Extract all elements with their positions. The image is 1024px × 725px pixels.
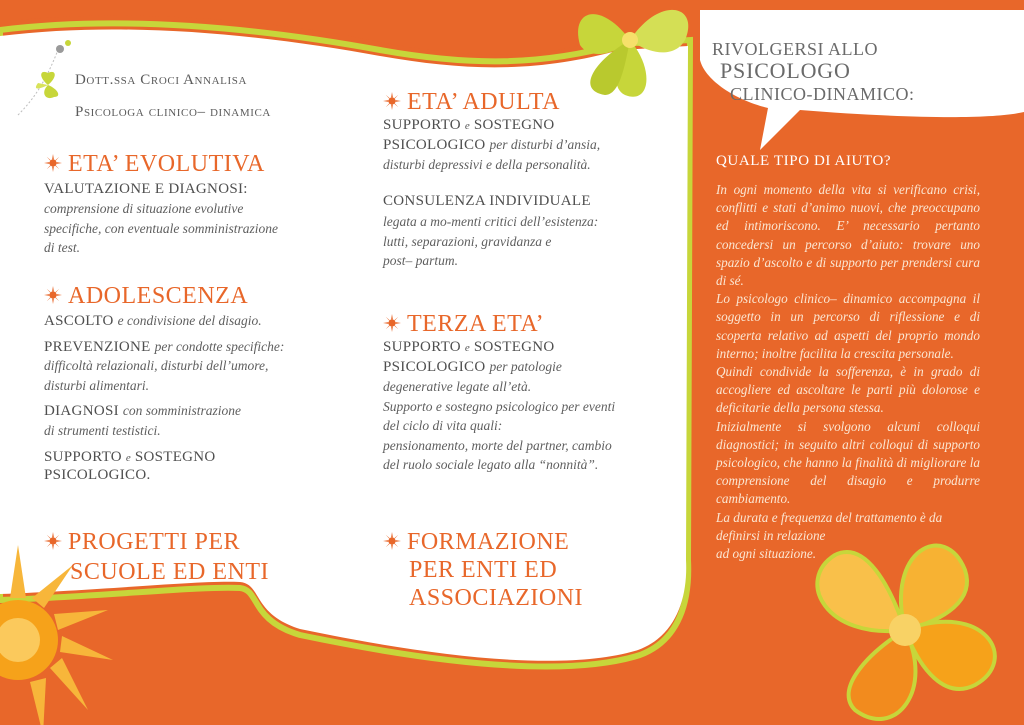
sostegno-label: SOSTEGNO bbox=[473, 117, 555, 133]
prevenzione-lines bbox=[44, 356, 344, 395]
sunburst-bullet-icon bbox=[383, 92, 401, 110]
psicologico-label: PSICOLOGICO. bbox=[44, 467, 151, 483]
text-line: del ciclo di vita quali: bbox=[383, 418, 503, 433]
section-eta-adulta bbox=[383, 88, 673, 175]
title-text: PROGETTI PER bbox=[68, 529, 241, 555]
text-line: La durata e frequenza del trattamento è da bbox=[716, 509, 943, 525]
text-line: per patologie bbox=[489, 359, 562, 374]
question-heading: QUALE TIPO DI AIUTO? bbox=[716, 153, 892, 169]
text-line: definirsi in relazione bbox=[716, 527, 826, 543]
text-line: per disturbi d’ansia, bbox=[489, 137, 601, 152]
title-text: ADOLESCENZA bbox=[68, 283, 249, 309]
text-line: ad ogni situazione. bbox=[716, 546, 817, 562]
bubble-line: PSICOLOGO bbox=[720, 58, 851, 83]
psicologico-line bbox=[383, 135, 673, 155]
ascolto-label: ASCOLTO bbox=[44, 313, 114, 329]
diagnosi-label: DIAGNOSI bbox=[44, 403, 119, 419]
section-consulenza bbox=[383, 193, 673, 271]
supporto-line bbox=[44, 448, 344, 467]
text-line: specifiche, con eventuale somministrazione bbox=[44, 220, 278, 236]
sostegno-label: SOSTEGNO bbox=[134, 449, 216, 465]
and-text: e bbox=[464, 120, 470, 132]
title-text: ETA’ EVOLUTIVA bbox=[68, 151, 265, 177]
section-progetti bbox=[44, 528, 364, 586]
prevenzione-line bbox=[44, 337, 344, 357]
doctor-role: Psicologa clinico– dinamica bbox=[75, 104, 271, 120]
section-title bbox=[44, 150, 344, 178]
diagnosi-text: con somministrazione bbox=[122, 403, 242, 418]
psicologico-label: PSICOLOGICO bbox=[383, 137, 486, 153]
prevenzione-label: PREVENZIONE bbox=[44, 338, 151, 355]
text-line: disturbi depressivi e della personalità. bbox=[383, 157, 591, 172]
consulenza-label: CONSULENZA INDIVIDUALE bbox=[383, 193, 591, 209]
ascolto-line bbox=[44, 311, 344, 331]
text-line: degenerative legate all’età. bbox=[383, 379, 532, 394]
section-eta-evolutiva bbox=[44, 150, 344, 258]
valutazione-label: VALUTAZIONE E DIAGNOSI: bbox=[44, 181, 248, 197]
diagnosi-line2: di strumenti testistici. bbox=[44, 422, 161, 438]
sunburst-bullet-icon bbox=[383, 314, 401, 332]
section-title bbox=[44, 282, 344, 310]
supporto-line bbox=[383, 116, 673, 135]
section-adolescenza bbox=[44, 282, 344, 484]
text-line: lutti, separazioni, gravidanza e bbox=[383, 233, 552, 249]
ascolto-text: e condivisione del disagio. bbox=[117, 313, 262, 328]
sostegno-label: SOSTEGNO bbox=[473, 339, 555, 355]
valutazione-text bbox=[44, 199, 344, 258]
supporto-label: SUPPORTO bbox=[383, 117, 461, 133]
closing-lines bbox=[716, 509, 980, 564]
sunburst-bullet-icon bbox=[44, 532, 62, 550]
sunburst-bullet-icon bbox=[383, 532, 401, 550]
section-title bbox=[383, 310, 673, 338]
section-terza-eta bbox=[383, 310, 673, 475]
prevenzione-text: per condotte specifiche: bbox=[154, 338, 285, 354]
sunburst-bullet-icon bbox=[44, 154, 62, 172]
text-line: disturbi alimentari. bbox=[44, 377, 150, 393]
bubble-text bbox=[712, 38, 1012, 106]
title-text: ETA’ ADULTA bbox=[407, 89, 560, 115]
psicologico-line bbox=[383, 357, 673, 377]
and-text: e bbox=[464, 342, 470, 354]
consulenza-text bbox=[383, 212, 673, 271]
paragraph: In ogni momento della vita si verificano crisi, conflitti e stati d’animo nuovi, che preoccupano ed intimoriscono. E’ necessario pertanto concedersi un percorso d’aiuto: trovare uno spazio d’ascolto e di supporto per prendersi cura di sé. bbox=[716, 182, 980, 289]
text-line: Supporto e sostegno psicologico per eventi bbox=[383, 398, 616, 414]
title-text-line2: SCUOLE ED ENTI bbox=[70, 559, 269, 585]
orange-flower-icon bbox=[817, 546, 994, 719]
and-text: e bbox=[125, 452, 131, 464]
sunburst-bullet-icon bbox=[44, 286, 62, 304]
supporto-line bbox=[383, 338, 673, 357]
doctor-name: Dott.ssa Croci Annalisa bbox=[75, 72, 248, 88]
paragraph: Lo psicologo clinico– dinamico accompagna il soggetto in un percorso di riflessione e di scoperta relativo ad aspetti del proprio mondo interno; inoltre facilita la crescita personale. bbox=[716, 291, 980, 361]
text-line: di test. bbox=[44, 240, 80, 255]
text-line: comprensione di situazione evolutive bbox=[44, 201, 244, 216]
bubble-line: RIVOLGERSI ALLO bbox=[712, 39, 878, 59]
text-line: pensionamento, morte del partner, cambio bbox=[383, 437, 612, 453]
supporto-label: SUPPORTO bbox=[44, 449, 122, 465]
title-text-line2: PER ENTI ED bbox=[409, 557, 558, 583]
paragraph: Inizialmente si svolgono alcuni colloqui diagnostici; in seguito altri colloqui di supporto psicologico, che hanno la finalità di migliorare la comprensione del disagio e produrre cambiamento. bbox=[716, 418, 980, 507]
text-line: post– partum. bbox=[383, 253, 459, 268]
title-text: TERZA ETA’ bbox=[407, 311, 545, 337]
text-line: difficoltà relazionali, disturbi dell’umore, bbox=[44, 358, 269, 373]
terza-text bbox=[383, 377, 673, 475]
bubble-line: CLINICO-DINAMICO: bbox=[730, 84, 915, 104]
psicologico-label: PSICOLOGICO bbox=[383, 359, 486, 375]
section-formazione bbox=[383, 528, 673, 612]
title-text: FORMAZIONE bbox=[407, 529, 570, 555]
supporto-label: SUPPORTO bbox=[383, 339, 461, 355]
right-body bbox=[716, 181, 980, 563]
text-line: del ruolo sociale legato alla “nonnità”. bbox=[383, 457, 599, 472]
text-line: legata a mo-menti critici dell’esistenza: bbox=[383, 214, 599, 229]
section-title bbox=[383, 88, 673, 116]
section-title bbox=[383, 528, 673, 556]
diagnosi-line bbox=[44, 401, 344, 421]
section-title bbox=[44, 528, 364, 556]
title-text-line3: ASSOCIAZIONI bbox=[409, 585, 583, 611]
paragraph: Quindi condivide la sofferenza, è in grado di accogliere ed ascoltare le parti più dolorose e deficitarie della persona stessa. bbox=[716, 364, 980, 416]
